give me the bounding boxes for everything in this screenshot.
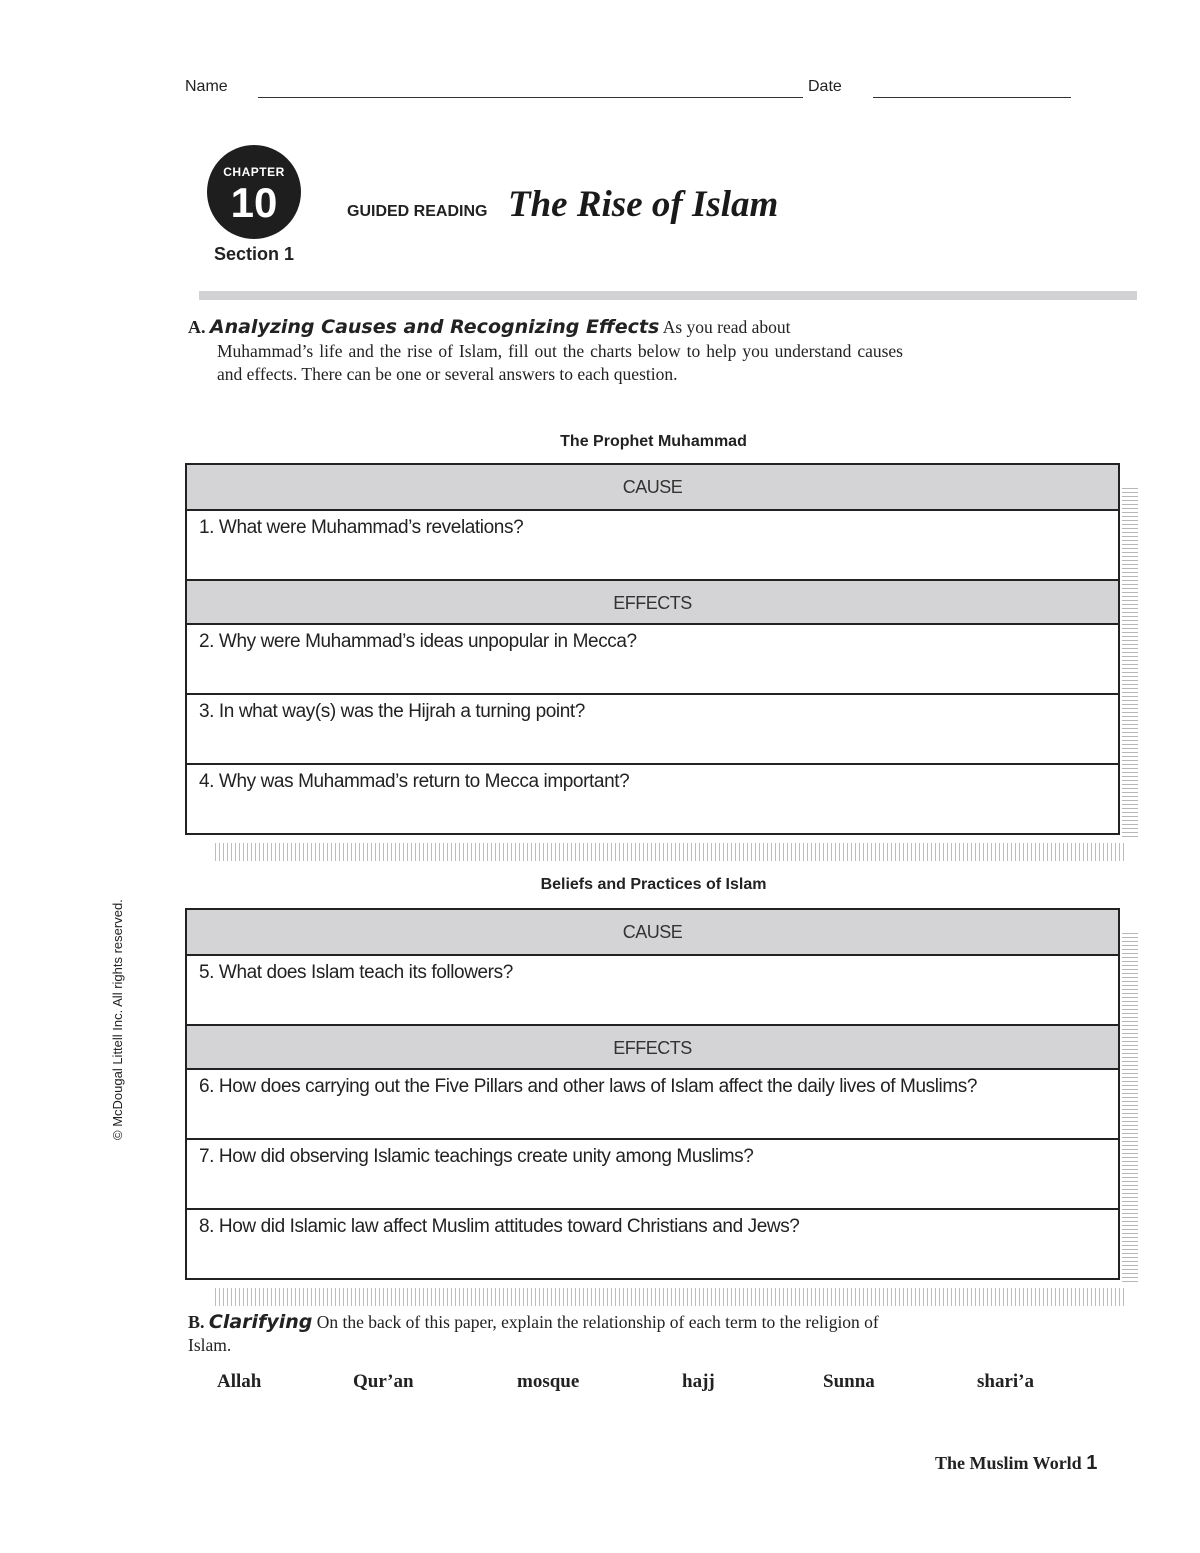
chart1-shadow-bottom [215,843,1125,861]
question-3: 3. In what way(s) was the Hijrah a turning point? [199,701,585,722]
question-8: 8. How did Islamic law affect Muslim attitudes toward Christians and Jews? [199,1216,800,1237]
chapter-badge [207,145,301,239]
chart2-q8-row[interactable] [187,1208,1118,1278]
date-label: Date [808,78,842,95]
chart2-q7-row[interactable] [187,1138,1118,1208]
chart1-table [185,463,1120,835]
footer-book-title: The Muslim World [935,1453,1082,1473]
question-2: 2. Why were Muhammad’s ideas unpopular in Mecca? [199,631,637,652]
section-a-body: Muhammad’s life and the rise of Islam, fill out the charts below to help you understand causes and effects. There can be one or several answers to each question. [217,340,903,384]
chart2-table [185,908,1120,1280]
page-number: 1 [1086,1452,1098,1474]
term-hajj: hajj [682,1371,715,1392]
term-sharia: shari’a [977,1371,1034,1392]
question-1: 1. What were Muhammad’s revelations? [199,517,524,538]
section-b-heading: Clarifying [208,1311,313,1333]
question-4: 4. Why was Muhammad’s return to Mecca important? [199,771,630,792]
chart2-effects-header: EFFECTS [187,1024,1118,1068]
chart1-cause-header: CAUSE [187,465,1118,509]
name-field[interactable] [258,97,803,98]
chart2-cause-header: CAUSE [187,910,1118,954]
question-5: 5. What does Islam teach its followers? [199,962,513,983]
chart1-shadow-right [1122,488,1138,840]
guided-reading-label: GUIDED READING [347,203,488,220]
chart1-q3-row[interactable] [187,693,1118,763]
chart1-q1-row[interactable] [187,509,1118,579]
date-field[interactable] [873,97,1071,98]
name-label: Name [185,78,228,95]
term-mosque: mosque [517,1371,580,1392]
section-label: Section 1 [213,244,295,264]
chart2-q6-row[interactable] [187,1068,1118,1138]
chart1-effects-header: EFFECTS [187,579,1118,623]
page-footer [935,1452,1097,1475]
term-quran: Qur’an [353,1371,414,1392]
section-a-letter: A. [188,317,206,337]
section-b-text: On the back of this paper, explain the relationship of each term to the religion of Islam. [188,1312,879,1355]
section-a-heading: Analyzing Causes and Recognizing Effects [209,316,660,338]
chart1-title: The Prophet Muhammad [560,433,747,450]
section-a-first-line: As you read about [662,317,791,337]
chart1-q4-row[interactable] [187,763,1118,833]
section-b-instructions [188,1311,918,1357]
chart2-shadow-bottom [215,1288,1125,1306]
section-b-letter: B. [188,1312,205,1332]
chapter-label: CHAPTER [223,165,285,179]
chart2-title: Beliefs and Practices of Islam [540,876,767,893]
term-sunna: Sunna [823,1371,875,1392]
page-title: The Rise of Islam [508,184,779,225]
question-7: 7. How did observing Islamic teachings create unity among Muslims? [199,1146,754,1167]
title-divider [199,291,1137,300]
copyright-notice: © McDougal Littell Inc. All rights reserved. [110,899,125,1140]
question-6: 6. How does carrying out the Five Pillars and other laws of Islam affect the daily lives of Muslims? [199,1076,978,1097]
chart2-q5-row[interactable] [187,954,1118,1024]
term-allah: Allah [217,1371,262,1392]
section-a-instructions [188,316,903,387]
chart2-shadow-right [1122,933,1138,1285]
chart1-q2-row[interactable] [187,623,1118,693]
chapter-number: 10 [230,179,278,226]
